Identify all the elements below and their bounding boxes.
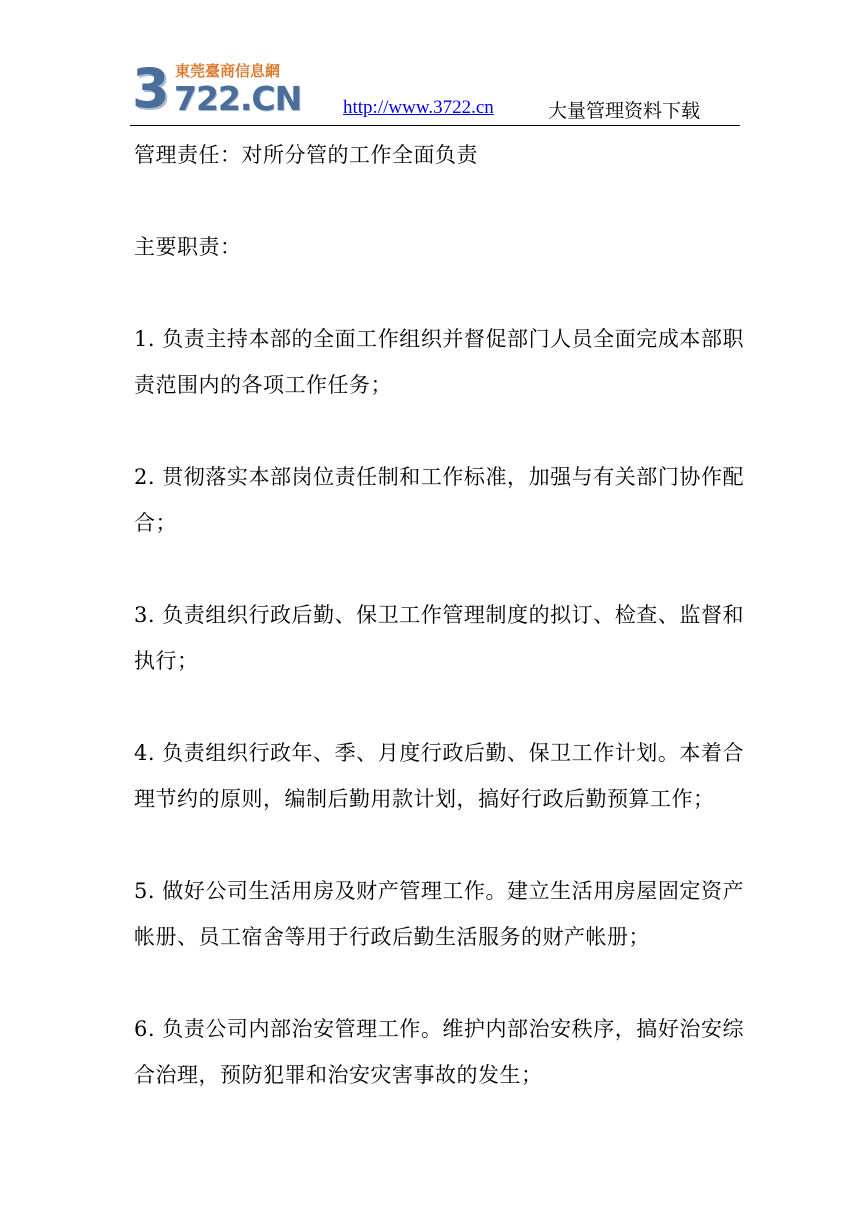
blank-line: [134, 546, 744, 592]
blank-line: [134, 408, 744, 454]
duty-item-2: 2. 贯彻落实本部岗位责任制和工作标准，加强与有关部门协作配合；: [134, 465, 744, 535]
blank-line: [134, 684, 744, 730]
document-body: [134, 132, 744, 1098]
logo-chinese-text: 東莞臺商信息網: [175, 62, 281, 80]
duty-item-3: 3. 负责组织行政后勤、保卫工作管理制度的拟订、检查、监督和执行；: [134, 603, 744, 673]
duty-item-5: 5. 做好公司生活用房及财产管理工作。建立生活用房屋固定资产帐册、员工宿舍等用于行政后勤生活服务的财产帐册；: [134, 879, 744, 949]
site-logo[interactable]: [130, 58, 305, 122]
header-divider: [130, 125, 740, 126]
blank-line: [134, 178, 744, 224]
logo-digit: 3: [132, 57, 167, 120]
blank-line: [134, 960, 744, 1006]
management-responsibility: 管理责任：对所分管的工作全面负责: [134, 143, 478, 167]
main-duties-heading: 主要职责：: [134, 235, 242, 259]
duty-item-6: 6. 负责公司内部治安管理工作。维护内部治安秩序，搞好治安综合治理，预防犯罪和治安灾害事故的发生；: [134, 1017, 744, 1087]
site-url-link[interactable]: http://www.3722.cn: [343, 97, 494, 118]
duty-item-4: 4. 负责组织行政年、季、月度行政后勤、保卫工作计划。本着合理节约的原则，编制后勤用款计划，搞好行政后勤预算工作；: [134, 741, 744, 811]
logo-domain-text: 722.CN: [174, 79, 302, 118]
blank-line: [134, 822, 744, 868]
header-slogan: 大量管理资料下载: [548, 100, 701, 122]
blank-line: [134, 270, 744, 316]
duty-item-1: 1. 负责主持本部的全面工作组织并督促部门人员全面完成本部职责范围内的各项工作任务；: [134, 327, 744, 397]
page-header: [130, 58, 740, 128]
